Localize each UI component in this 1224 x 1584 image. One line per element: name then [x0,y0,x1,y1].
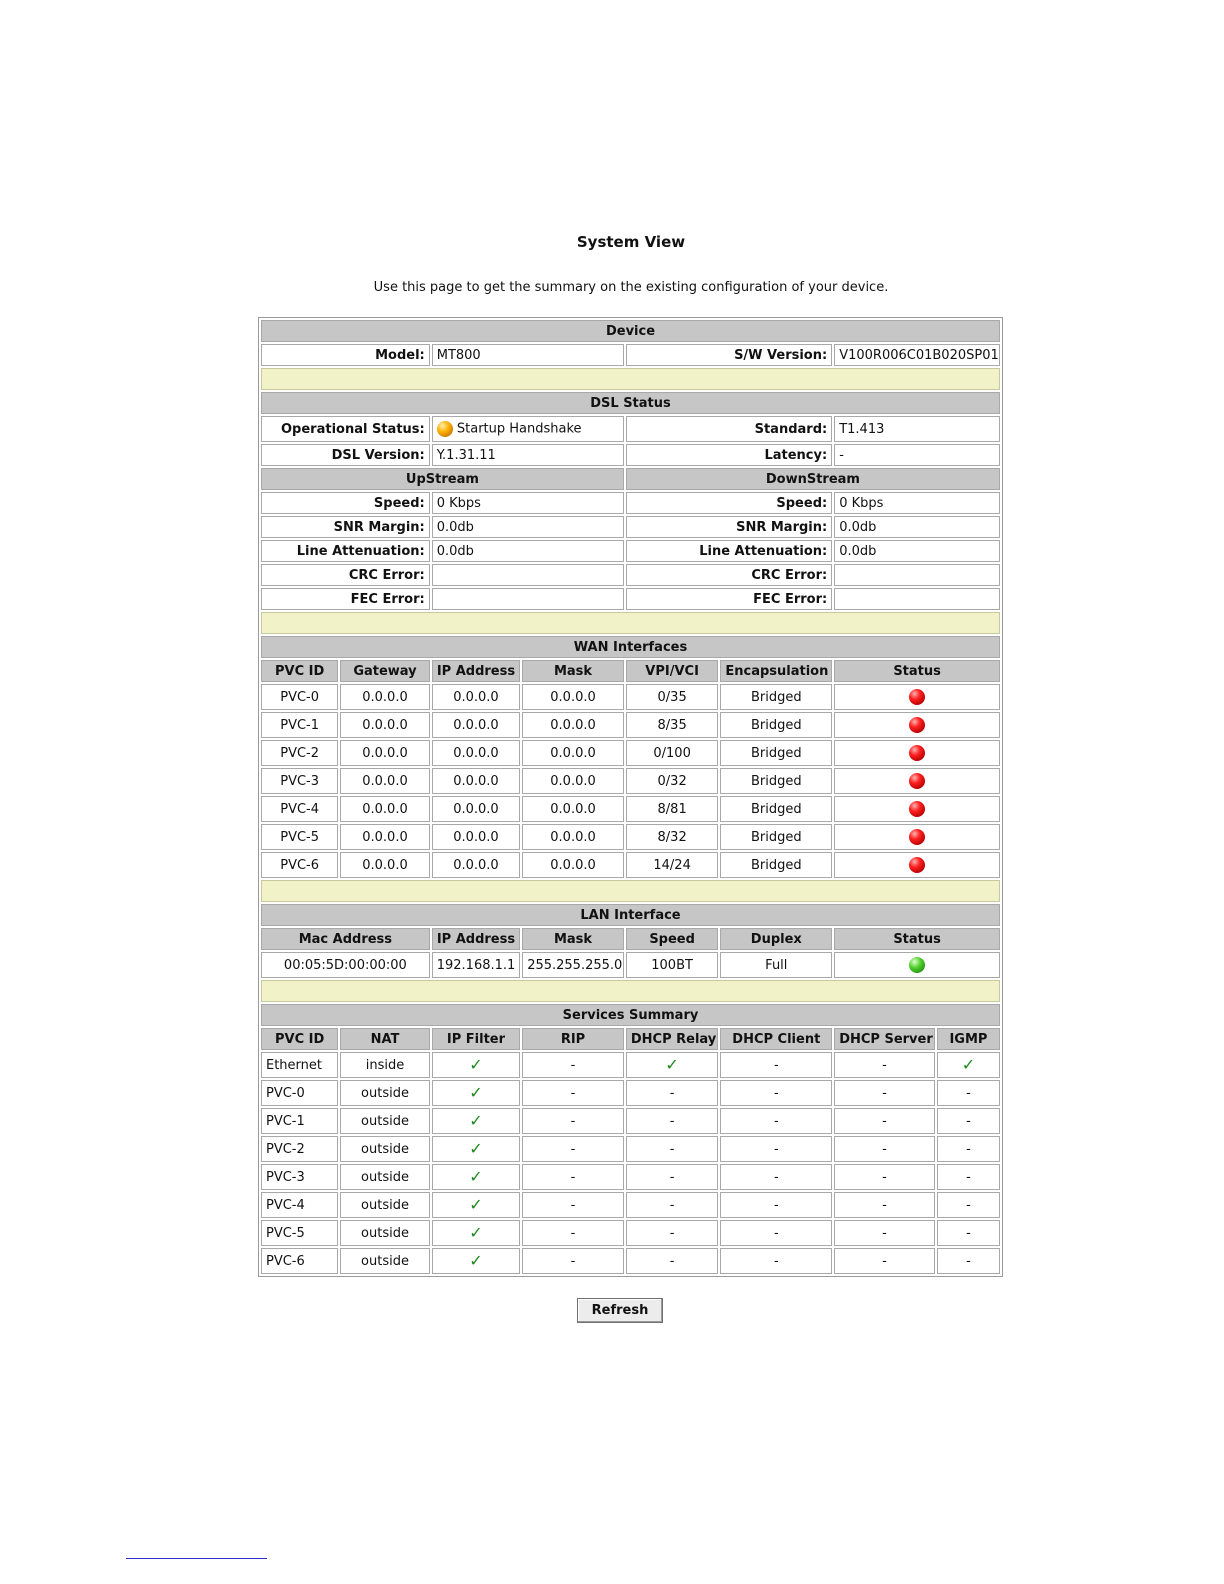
spacer [261,612,1000,634]
lan-mask: 255.255.255.0 [522,952,624,978]
svc-rip: - [522,1052,624,1078]
wan-mask: 0.0.0.0 [522,824,624,850]
svc-nat: outside [340,1220,429,1246]
wan-gateway: 0.0.0.0 [340,852,429,878]
services-row [261,1164,1000,1190]
up-crc-value [432,564,624,586]
svc-rip: - [522,1136,624,1162]
svc-dhcprelay: - [626,1080,719,1106]
svc-nat: outside [340,1164,429,1190]
wan-row [261,740,1000,766]
svc-igmp: - [937,1164,1000,1190]
wan-header: WAN Interfaces [261,636,1000,658]
svc-igmp [937,1052,1000,1078]
red-led-icon [909,689,925,705]
spacer-row [261,880,1000,902]
wan-status [834,796,1000,822]
wan-gateway: 0.0.0.0 [340,796,429,822]
svc-dhcpserver: - [834,1108,935,1134]
check-icon: ✓ [469,1194,483,1214]
check-icon: ✓ [469,1222,483,1242]
dsl-version-label: DSL Version: [261,444,430,466]
system-view-table [258,317,1003,1277]
svc-dhcpserver: - [834,1080,935,1106]
lan-col-ip: IP Address [432,928,520,950]
wan-vpivci: 0/100 [626,740,719,766]
lan-col-mask: Mask [522,928,624,950]
wan-pvc: PVC-4 [261,796,338,822]
svc-dhcpclient: - [720,1248,832,1274]
upstream-header: UpStream [261,468,624,490]
spacer-row [261,368,1000,390]
wan-pvc: PVC-6 [261,852,338,878]
svc-nat: outside [340,1192,429,1218]
downstream-header: DownStream [626,468,1000,490]
wan-encap: Bridged [720,852,832,878]
wan-status [834,684,1000,710]
spacer [261,880,1000,902]
svc-dhcprelay: - [626,1192,719,1218]
check-icon: ✓ [469,1138,483,1158]
svc-col-ipfilter: IP Filter [432,1028,520,1050]
wan-status [834,740,1000,766]
wan-ip: 0.0.0.0 [432,852,520,878]
svc-pvc: PVC-0 [261,1080,338,1106]
standard-value: T1.413 [834,416,1000,442]
down-speed-value: 0 Kbps [834,492,1000,514]
wan-col-vpivci: VPI/VCI [626,660,719,682]
wan-status [834,712,1000,738]
op-status-value [432,416,624,442]
dsl-version-row [261,444,1000,466]
wan-encap: Bridged [720,712,832,738]
red-led-icon [909,745,925,761]
wan-mask: 0.0.0.0 [522,740,624,766]
spacer [261,368,1000,390]
services-row [261,1192,1000,1218]
up-snr-label: SNR Margin: [261,516,430,538]
spacer-row [261,612,1000,634]
red-led-icon [909,801,925,817]
svc-rip: - [522,1248,624,1274]
up-atten-value: 0.0db [432,540,624,562]
sw-version-value: V100R006C01B020SP01 [834,344,1000,366]
svc-rip: - [522,1108,624,1134]
wan-mask: 0.0.0.0 [522,796,624,822]
latency-label: Latency: [626,444,832,466]
down-speed-label: Speed: [626,492,832,514]
up-fec-value [432,588,624,610]
wan-col-gateway: Gateway [340,660,429,682]
footnote-rule [126,1558,267,1559]
sw-version-label: S/W Version: [626,344,832,366]
svc-igmp: - [937,1248,1000,1274]
lan-speed: 100BT [626,952,719,978]
wan-encap: Bridged [720,684,832,710]
lan-status [834,952,1000,978]
lan-col-speed: Speed [626,928,719,950]
svc-dhcpclient: - [720,1108,832,1134]
wan-col-status: Status [834,660,1000,682]
svc-pvc: PVC-3 [261,1164,338,1190]
wan-pvc: PVC-0 [261,684,338,710]
lan-columns-row [261,928,1000,950]
up-snr-value: 0.0db [432,516,624,538]
green-led-icon [909,957,925,973]
latency-value: - [834,444,1000,466]
wan-gateway: 0.0.0.0 [340,712,429,738]
wan-encap: Bridged [720,824,832,850]
svc-pvc: Ethernet [261,1052,338,1078]
wan-mask: 0.0.0.0 [522,684,624,710]
up-speed-label: Speed: [261,492,430,514]
fec-row [261,588,1000,610]
wan-columns-row [261,660,1000,682]
lan-col-duplex: Duplex [720,928,832,950]
services-row [261,1136,1000,1162]
lan-header-row [261,904,1000,926]
up-atten-label: Line Attenuation: [261,540,430,562]
svc-col-dhcpclient: DHCP Client [720,1028,832,1050]
wan-row [261,824,1000,850]
svc-pvc: PVC-5 [261,1220,338,1246]
wan-row [261,768,1000,794]
svc-rip: - [522,1080,624,1106]
standard-label: Standard: [626,416,832,442]
svc-igmp: - [937,1220,1000,1246]
device-header-row [261,320,1000,342]
wan-gateway: 0.0.0.0 [340,824,429,850]
svc-igmp: - [937,1108,1000,1134]
wan-row [261,852,1000,878]
lan-mac: 00:05:5D:00:00:00 [261,952,430,978]
crc-row [261,564,1000,586]
amber-led-icon [437,421,453,437]
svc-pvc: PVC-1 [261,1108,338,1134]
wan-gateway: 0.0.0.0 [340,740,429,766]
down-atten-value: 0.0db [834,540,1000,562]
wan-ip: 0.0.0.0 [432,684,520,710]
svc-nat: inside [340,1052,429,1078]
dsl-op-row [261,416,1000,442]
svc-ipfilter [432,1220,520,1246]
svc-ipfilter [432,1248,520,1274]
red-led-icon [909,857,925,873]
dsl-version-value: Y.1.31.11 [432,444,624,466]
wan-encap: Bridged [720,768,832,794]
page-subtitle: Use this page to get the summary on the existing configuration of your device. [373,280,889,295]
services-row [261,1248,1000,1274]
svc-dhcpserver: - [834,1248,935,1274]
refresh-button[interactable]: Refresh [577,1298,663,1323]
wan-header-row [261,636,1000,658]
wan-vpivci: 8/35 [626,712,719,738]
svc-dhcpclient: - [720,1052,832,1078]
check-icon: ✓ [469,1250,483,1270]
svc-ipfilter [432,1164,520,1190]
wan-vpivci: 0/32 [626,768,719,794]
speed-row [261,492,1000,514]
device-row [261,344,1000,366]
services-columns-row [261,1028,1000,1050]
svc-dhcprelay: - [626,1108,719,1134]
svc-col-dhcpserver: DHCP Server [834,1028,935,1050]
lan-col-mac: Mac Address [261,928,430,950]
red-led-icon [909,773,925,789]
svc-pvc: PVC-2 [261,1136,338,1162]
device-header: Device [261,320,1000,342]
services-row [261,1080,1000,1106]
wan-row [261,684,1000,710]
op-status-text: Startup Handshake [456,421,582,437]
lan-row [261,952,1000,978]
services-row [261,1220,1000,1246]
svc-igmp: - [937,1080,1000,1106]
wan-ip: 0.0.0.0 [432,740,520,766]
down-fec-value [834,588,1000,610]
wan-gateway: 0.0.0.0 [340,684,429,710]
down-crc-label: CRC Error: [626,564,832,586]
svc-igmp: - [937,1136,1000,1162]
svc-dhcprelay [626,1052,719,1078]
system-view-body [261,320,1000,1274]
down-crc-value [834,564,1000,586]
wan-ip: 0.0.0.0 [432,712,520,738]
svc-rip: - [522,1192,624,1218]
wan-status [834,852,1000,878]
snr-row [261,516,1000,538]
up-fec-label: FEC Error: [261,588,430,610]
wan-mask: 0.0.0.0 [522,712,624,738]
svc-rip: - [522,1164,624,1190]
wan-encap: Bridged [720,796,832,822]
svc-nat: outside [340,1136,429,1162]
svc-dhcpserver: - [834,1192,935,1218]
spacer-row [261,980,1000,1002]
check-icon: ✓ [469,1054,483,1074]
svc-ipfilter [432,1052,520,1078]
svc-dhcpserver: - [834,1220,935,1246]
svc-nat: outside [340,1248,429,1274]
svc-igmp: - [937,1192,1000,1218]
svc-rip: - [522,1220,624,1246]
wan-ip: 0.0.0.0 [432,796,520,822]
wan-col-pvc: PVC ID [261,660,338,682]
model-value: MT800 [432,344,624,366]
svc-pvc: PVC-6 [261,1248,338,1274]
svc-dhcpserver: - [834,1164,935,1190]
up-speed-value: 0 Kbps [432,492,624,514]
dsl-header-row [261,392,1000,414]
services-header: Services Summary [261,1004,1000,1026]
check-icon: ✓ [469,1166,483,1186]
model-label: Model: [261,344,430,366]
dsl-header: DSL Status [261,392,1000,414]
svc-dhcprelay: - [626,1136,719,1162]
wan-pvc: PVC-5 [261,824,338,850]
wan-status [834,824,1000,850]
wan-status [834,768,1000,794]
svc-col-nat: NAT [340,1028,429,1050]
wan-mask: 0.0.0.0 [522,852,624,878]
svc-nat: outside [340,1080,429,1106]
svc-dhcpclient: - [720,1080,832,1106]
svc-dhcpclient: - [720,1220,832,1246]
wan-col-encap: Encapsulation [720,660,832,682]
wan-vpivci: 0/35 [626,684,719,710]
down-atten-label: Line Attenuation: [626,540,832,562]
svc-pvc: PVC-4 [261,1192,338,1218]
svc-dhcpclient: - [720,1136,832,1162]
wan-row [261,796,1000,822]
wan-pvc: PVC-1 [261,712,338,738]
svc-col-rip: RIP [522,1028,624,1050]
check-icon: ✓ [961,1054,976,1074]
lan-duplex: Full [720,952,832,978]
op-status-label: Operational Status: [261,416,430,442]
svc-dhcpserver: - [834,1136,935,1162]
wan-ip: 0.0.0.0 [432,824,520,850]
wan-gateway: 0.0.0.0 [340,768,429,794]
wan-pvc: PVC-3 [261,768,338,794]
stream-header-row [261,468,1000,490]
check-icon: ✓ [469,1110,483,1130]
wan-vpivci: 14/24 [626,852,719,878]
svc-dhcprelay: - [626,1248,719,1274]
services-row [261,1108,1000,1134]
services-row [261,1052,1000,1078]
svc-col-igmp: IGMP [937,1028,1000,1050]
down-fec-label: FEC Error: [626,588,832,610]
wan-vpivci: 8/81 [626,796,719,822]
svc-dhcprelay: - [626,1220,719,1246]
svc-ipfilter [432,1108,520,1134]
page-title: System View [576,233,686,251]
svc-col-pvc: PVC ID [261,1028,338,1050]
wan-vpivci: 8/32 [626,824,719,850]
wan-pvc: PVC-2 [261,740,338,766]
lan-ip: 192.168.1.1 [432,952,520,978]
wan-encap: Bridged [720,740,832,766]
check-icon: ✓ [665,1054,679,1074]
svc-dhcpserver: - [834,1052,935,1078]
up-crc-label: CRC Error: [261,564,430,586]
attenuation-row [261,540,1000,562]
svc-ipfilter [432,1136,520,1162]
services-header-row [261,1004,1000,1026]
wan-col-ip: IP Address [432,660,520,682]
red-led-icon [909,829,925,845]
down-snr-label: SNR Margin: [626,516,832,538]
svc-ipfilter [432,1080,520,1106]
wan-ip: 0.0.0.0 [432,768,520,794]
svc-ipfilter [432,1192,520,1218]
spacer [261,980,1000,1002]
svc-dhcpclient: - [720,1164,832,1190]
check-icon: ✓ [469,1082,483,1102]
svc-nat: outside [340,1108,429,1134]
red-led-icon [909,717,925,733]
wan-mask: 0.0.0.0 [522,768,624,794]
svc-dhcpclient: - [720,1192,832,1218]
lan-header: LAN Interface [261,904,1000,926]
wan-row [261,712,1000,738]
svc-dhcprelay: - [626,1164,719,1190]
wan-col-mask: Mask [522,660,624,682]
svc-col-dhcprelay: DHCP Relay [626,1028,719,1050]
down-snr-value: 0.0db [834,516,1000,538]
lan-col-status: Status [834,928,1000,950]
